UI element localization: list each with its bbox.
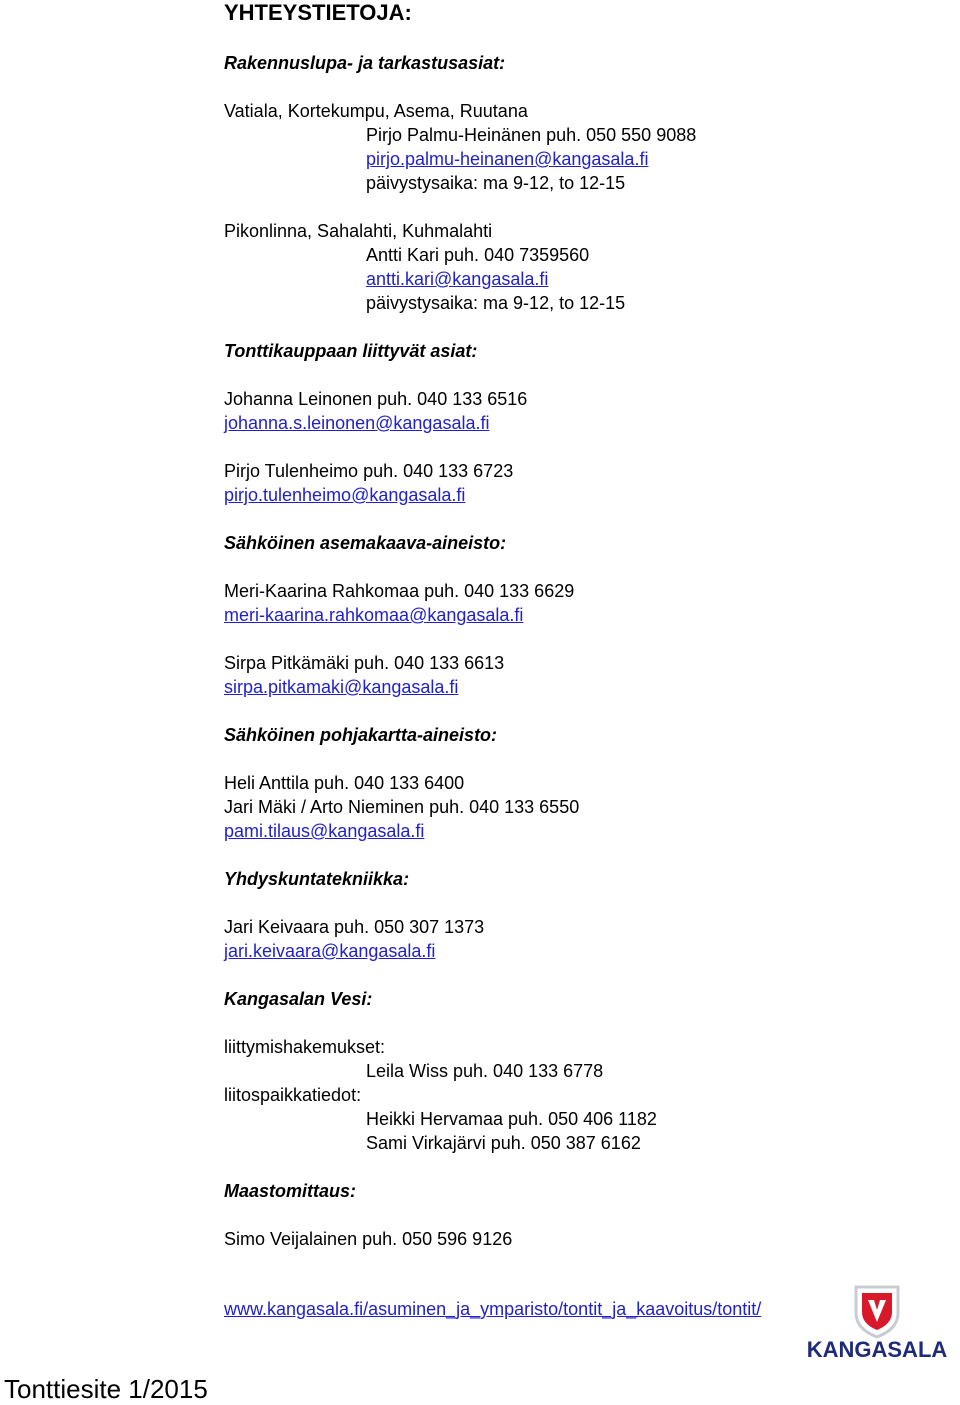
kangasala-logo xyxy=(794,1283,960,1363)
email-link[interactable]: pirjo.palmu-heinanen@kangasala.fi xyxy=(366,149,649,169)
email-link[interactable]: pirjo.tulenheimo@kangasala.fi xyxy=(224,485,466,505)
contact-person: Johanna Leinonen puh. 040 133 6516 xyxy=(224,389,528,409)
email-link[interactable]: meri-kaarina.rahkomaa@kangasala.fi xyxy=(224,605,524,625)
contact-person: Pirjo Palmu-Heinänen puh. 050 550 9088 xyxy=(366,125,697,145)
website-link[interactable]: www.kangasala.fi/asuminen_ja_ymparisto/tontit_ja_kaavoitus/tontit/ xyxy=(224,1299,762,1319)
email-link[interactable]: johanna.s.leinonen@kangasala.fi xyxy=(224,413,490,433)
sub-label: liitospaikkatiedot: xyxy=(224,1085,362,1105)
office-hours-text: päivystysaika: ma 9-12, to 12-15 xyxy=(366,293,626,313)
email-link[interactable]: sirpa.pitkamaki@kangasala.fi xyxy=(224,677,459,697)
area-text: Vatiala, Kortekumpu, Asema, Ruutana xyxy=(224,101,528,121)
section-heading-yhdyskunta: Yhdyskuntatekniikka: xyxy=(224,869,410,889)
email-link[interactable]: jari.keivaara@kangasala.fi xyxy=(224,941,436,961)
contact-person: Meri-Kaarina Rahkomaa puh. 040 133 6629 xyxy=(224,581,575,601)
contact-person: Leila Wiss puh. 040 133 6778 xyxy=(366,1061,604,1081)
section-heading-maastomittaus: Maastomittaus: xyxy=(224,1181,357,1201)
contact-person: Heikki Hervamaa puh. 050 406 1182 xyxy=(366,1109,657,1129)
logo-wordmark: KANGASALA xyxy=(806,1337,948,1362)
sub-label: liittymishakemukset: xyxy=(224,1037,386,1057)
section-heading-pohjakartta: Sähköinen pohjakartta-aineisto: xyxy=(224,725,498,745)
section-heading-tontti: Tonttikauppaan liittyvät asiat: xyxy=(224,341,478,361)
footer-label: Tonttiesite 1/2015 xyxy=(4,1374,208,1404)
coat-of-arms-icon xyxy=(856,1287,898,1337)
email-link[interactable]: pami.tilaus@kangasala.fi xyxy=(224,821,425,841)
page-title: YHTEYSTIETOJA: xyxy=(224,0,412,25)
section-heading-rakennuslupa: Rakennuslupa- ja tarkastusasiat: xyxy=(224,53,506,73)
area-text: Pikonlinna, Sahalahti, Kuhmalahti xyxy=(224,221,493,241)
contact-person: Simo Veijalainen puh. 050 596 9126 xyxy=(224,1229,513,1249)
contact-person: Sami Virkajärvi puh. 050 387 6162 xyxy=(366,1133,641,1153)
contact-person: Jari Keivaara puh. 050 307 1373 xyxy=(224,917,485,937)
section-heading-asemakaava: Sähköinen asemakaava-aineisto: xyxy=(224,533,507,553)
section-heading-vesi: Kangasalan Vesi: xyxy=(224,989,373,1009)
contact-person: Heli Anttila puh. 040 133 6400 xyxy=(224,773,465,793)
contact-person: Pirjo Tulenheimo puh. 040 133 6723 xyxy=(224,461,514,481)
contact-person: Sirpa Pitkämäki puh. 040 133 6613 xyxy=(224,653,505,673)
contact-person: Antti Kari puh. 040 7359560 xyxy=(366,245,590,265)
email-link[interactable]: antti.kari@kangasala.fi xyxy=(366,269,549,289)
contact-person: Jari Mäki / Arto Nieminen puh. 040 133 6550 xyxy=(224,797,580,817)
office-hours-text: päivystysaika: ma 9-12, to 12-15 xyxy=(366,173,626,193)
